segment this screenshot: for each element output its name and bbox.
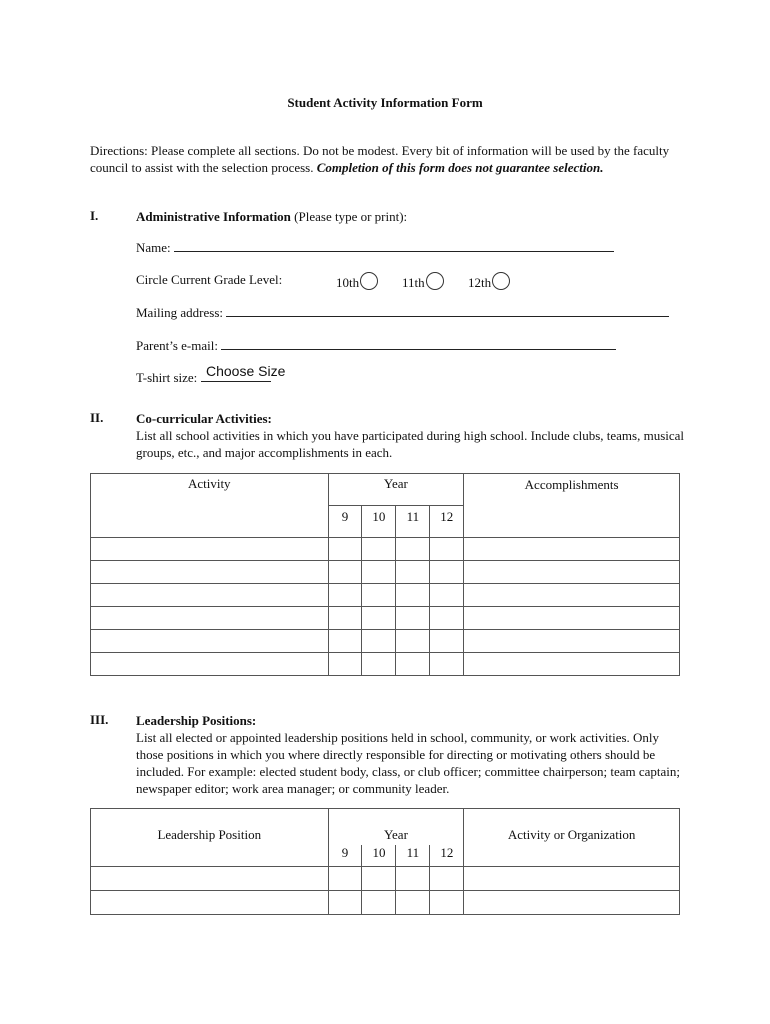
year-cell[interactable] — [362, 653, 396, 676]
grade-12-circle-icon — [492, 272, 510, 290]
grade-12-label: 12th — [468, 275, 492, 290]
table-row — [91, 584, 680, 607]
year-cell[interactable] — [362, 538, 396, 561]
year-cell[interactable] — [430, 653, 464, 676]
year-cell[interactable] — [328, 607, 362, 630]
name-label: Name: — [136, 240, 171, 255]
year-cell[interactable] — [396, 584, 430, 607]
grade-11-label: 11th — [402, 275, 425, 290]
email-label: Parent’s e-mail: — [136, 338, 218, 353]
year-cell[interactable] — [430, 867, 464, 891]
organization-header: Activity or Organization — [464, 809, 680, 867]
form-title: Student Activity Information Form — [287, 95, 483, 110]
section-3-number: III. — [90, 712, 109, 727]
year-cell[interactable] — [396, 891, 430, 915]
year-cell[interactable] — [362, 584, 396, 607]
year-cell[interactable] — [396, 653, 430, 676]
year-cell[interactable] — [396, 630, 430, 653]
year-12-header: 12 — [430, 845, 464, 867]
grade-11-option[interactable] — [402, 272, 444, 291]
section-1-heading — [136, 208, 407, 225]
activity-header: Activity — [91, 474, 329, 538]
year-cell[interactable] — [362, 630, 396, 653]
section-3-desc: List all elected or appointed leadership positions held in school, community, or work activities. Only those positions in which you where directly responsible for directing or motivating others should be included. For example: elected student body, class, or club officer; committee chairperson; team captain; newspaper editor; work area manager; or community leader. — [136, 730, 681, 796]
grade-11-circle-icon — [426, 272, 444, 290]
accomplishments-header: Accomplishments — [464, 474, 680, 538]
activity-cell[interactable] — [91, 653, 329, 676]
year-12-header: 12 — [430, 506, 464, 538]
position-header: Leadership Position — [91, 809, 329, 867]
year-header: Year — [328, 809, 464, 845]
mailing-field[interactable] — [226, 305, 669, 317]
section-2-desc: List all school activities in which you have participated during high school. Include clubs, teams, musical groups, etc., and major accomplishments in each. — [136, 428, 685, 460]
table-row — [91, 607, 680, 630]
section-2-title: Co-curricular Activities: — [136, 411, 272, 426]
activity-cell[interactable] — [91, 630, 329, 653]
year-cell[interactable] — [362, 607, 396, 630]
year-cell[interactable] — [328, 538, 362, 561]
table-row — [91, 653, 680, 676]
mailing-label: Mailing address: — [136, 305, 224, 320]
table-row — [91, 867, 680, 891]
year-cell[interactable] — [430, 584, 464, 607]
year-cell[interactable] — [430, 607, 464, 630]
accomplishments-cell[interactable] — [464, 653, 680, 676]
grade-10-circle-icon — [360, 272, 378, 290]
year-cell[interactable] — [328, 653, 362, 676]
year-cell[interactable] — [328, 584, 362, 607]
grade-10-option[interactable] — [336, 272, 378, 291]
section-2-number: II. — [90, 410, 104, 425]
position-cell[interactable] — [91, 867, 329, 891]
email-row — [136, 338, 616, 354]
year-cell[interactable] — [430, 630, 464, 653]
section-3-heading — [136, 712, 681, 797]
year-11-header: 11 — [396, 506, 430, 538]
year-10-header: 10 — [362, 845, 396, 867]
year-10-header: 10 — [362, 506, 396, 538]
accomplishments-cell[interactable] — [464, 607, 680, 630]
table-row — [91, 630, 680, 653]
name-field[interactable] — [174, 240, 614, 252]
section-1-note: (Please type or print): — [290, 209, 408, 224]
name-row — [136, 240, 614, 256]
tshirt-label: T-shirt size: — [136, 370, 198, 385]
year-cell[interactable] — [362, 561, 396, 584]
year-cell[interactable] — [396, 867, 430, 891]
leadership-table — [90, 808, 680, 915]
year-cell[interactable] — [430, 561, 464, 584]
directions-emphasis: Completion of this form does not guarantee selection. — [316, 160, 604, 175]
accomplishments-cell[interactable] — [464, 630, 680, 653]
grade-12-option[interactable] — [468, 272, 510, 291]
organization-cell[interactable] — [464, 867, 680, 891]
year-cell[interactable] — [328, 561, 362, 584]
activity-cell[interactable] — [91, 561, 329, 584]
year-cell[interactable] — [396, 561, 430, 584]
year-cell[interactable] — [396, 538, 430, 561]
grade-label: Circle Current Grade Level: — [136, 272, 283, 287]
activity-cell[interactable] — [91, 584, 329, 607]
year-cell[interactable] — [328, 630, 362, 653]
tshirt-row — [136, 363, 436, 388]
year-header: Year — [328, 474, 464, 506]
year-9-header: 9 — [328, 845, 362, 867]
organization-cell[interactable] — [464, 891, 680, 915]
table-row — [91, 538, 680, 561]
year-11-header: 11 — [396, 845, 430, 867]
year-cell[interactable] — [396, 607, 430, 630]
year-cell[interactable] — [430, 538, 464, 561]
accomplishments-cell[interactable] — [464, 538, 680, 561]
activities-table — [90, 473, 680, 676]
directions — [90, 142, 690, 176]
section-2-heading — [136, 410, 686, 461]
table-row — [91, 891, 680, 915]
grade-10-label: 10th — [336, 275, 360, 290]
section-3-title: Leadership Positions: — [136, 713, 257, 728]
accomplishments-cell[interactable] — [464, 561, 680, 584]
activity-cell[interactable] — [91, 607, 329, 630]
section-1-title: Administrative Information — [136, 209, 291, 224]
tshirt-size-select[interactable]: Choose Size — [206, 363, 286, 379]
section-1-number: I. — [90, 208, 99, 223]
email-field[interactable] — [221, 338, 616, 350]
activity-cell[interactable] — [91, 538, 329, 561]
year-9-header: 9 — [328, 506, 362, 538]
mailing-row — [136, 305, 669, 321]
year-cell[interactable] — [430, 891, 464, 915]
year-cell[interactable] — [328, 867, 362, 891]
table-row — [91, 561, 680, 584]
year-cell[interactable] — [362, 867, 396, 891]
accomplishments-cell[interactable] — [464, 584, 680, 607]
directions-text: Directions: Please complete all sections. Do not be modest. Every bit of information will be used by the faculty council to assist with the selection process. — [90, 143, 670, 175]
position-cell[interactable] — [91, 891, 329, 915]
year-cell[interactable] — [328, 891, 362, 915]
year-cell[interactable] — [362, 891, 396, 915]
grade-row — [136, 272, 556, 292]
